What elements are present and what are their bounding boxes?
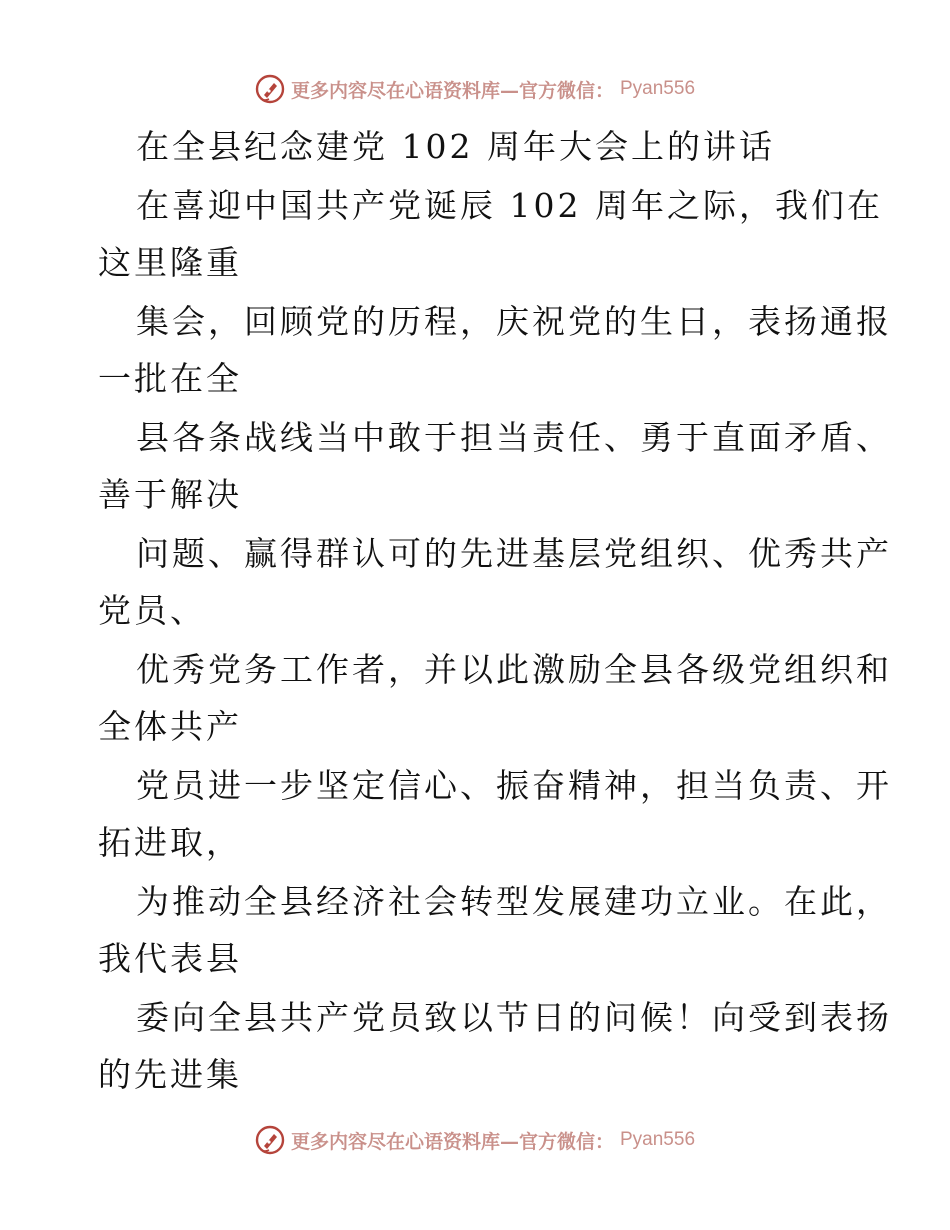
footer-watermark xyxy=(0,1123,950,1157)
paragraph-line: 善于解决 xyxy=(98,475,242,514)
watermark-wechat-id: Pyan556 xyxy=(620,1129,696,1150)
header-watermark xyxy=(0,72,950,106)
document-title: 在全县纪念建党 102 周年大会上的讲话 xyxy=(136,127,775,166)
paragraph-line: 党员、 xyxy=(98,591,206,630)
pen-nib-logo-icon xyxy=(255,1125,285,1155)
paragraph-line: 拓进取， xyxy=(98,823,242,862)
pen-nib-logo-icon xyxy=(255,74,285,104)
paragraph-line: 委向全县共产党员致以节日的问候！向受到表扬 xyxy=(136,998,892,1037)
paragraph-line: 县各条战线当中敢于担当责任、勇于直面矛盾、 xyxy=(136,418,892,457)
watermark-text: 更多内容尽在心语资料库—官方微信： xyxy=(290,79,614,102)
paragraph-line: 优秀党务工作者，并以此激励全县各级党组织和 xyxy=(136,650,892,689)
paragraph-line: 的先进集 xyxy=(98,1055,242,1094)
watermark-wechat-id: Pyan556 xyxy=(620,78,696,99)
paragraph-line: 为推动全县经济社会转型发展建功立业。在此， xyxy=(136,882,892,921)
paragraph-line: 集会，回顾党的历程，庆祝党的生日，表扬通报 xyxy=(136,302,892,341)
paragraph-line: 我代表县 xyxy=(98,939,242,978)
paragraph-line: 一批在全 xyxy=(98,359,242,398)
paragraph-line: 党员进一步坚定信心、振奋精神，担当负责、开 xyxy=(136,766,892,805)
paragraph-line: 问题、赢得群认可的先进基层党组织、优秀共产 xyxy=(136,534,892,573)
watermark-text: 更多内容尽在心语资料库—官方微信： xyxy=(290,1130,614,1153)
paragraph-line: 在喜迎中国共产党诞辰 102 周年之际，我们在 xyxy=(136,186,883,225)
paragraph-line: 这里隆重 xyxy=(98,243,242,282)
paragraph-line: 全体共产 xyxy=(98,707,242,746)
